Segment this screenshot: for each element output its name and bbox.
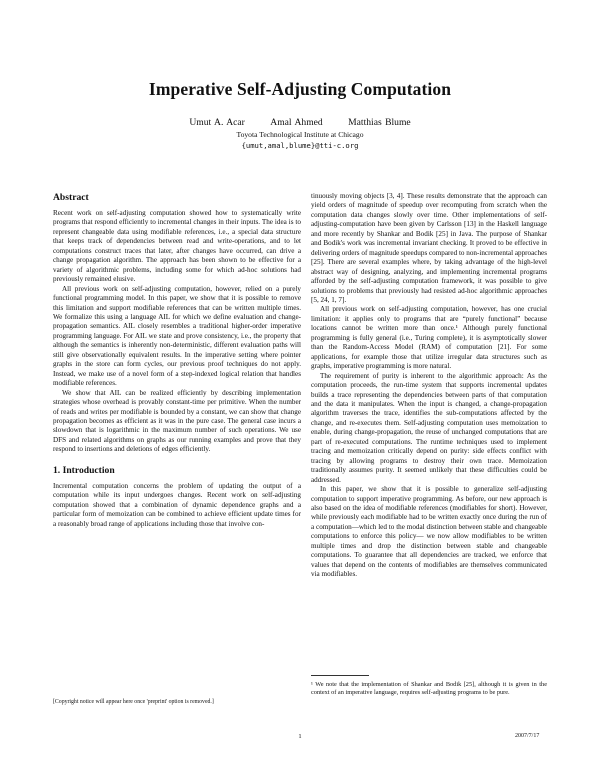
right-paragraph-3: The requirement of purity is inherent to the algorithmic approach: As the computation proceeds, the run-time system that supports incremental updates builds a trace representing the dependencies between parts of that computation and the data it manipulates. When the input is changed, a change-propagation algorithm traverses the trace, identifies the sub-computations affected by the change, and re-executes them. Self-adjusting computation uses memoization to enable, during change-propagation, the reuse of unchanged computations that are part of re-executed computations. The runtime techniques used to implement tracing and memoization critically depend on purity: side effects conflict with tracing by allowing programs to destroy their own trace. Memoization traditionally assumes purity. It seemed unlikely that these difficulties could be addressed. [311, 371, 547, 484]
right-paragraph-2: All previous work on self-adjusting computation, however, has one crucial limitation: it applies only to programs that are “purely functional” because locations cannot be written more than once.¹ Although purely functional programming is fully general (i.e., Turing complete), it is asymptotically slower than the Random-Access Model (RAM) of computation [21]. For some applications, for example those that utilize irregular data structures such as graphs, imperative programming is more natural. [311, 305, 547, 371]
author-acar: Umut A. Acar [189, 117, 245, 128]
paper-title: Imperative Self-Adjusting Computation [148, 79, 452, 99]
author-list [0, 117, 600, 128]
right-paragraph-4: In this paper, we show that it is possible to generalize self-adjusting computation to support imperative programming. As before, our new approach is also based on the idea of modifiable references (modifiables for short). However, while previously each modifiable had to be written exactly once during the run of a computation—which led to the modal distinction between stable and changeable computations to enforce this policy— we now allow modifiables to be written multiple times and drop the distinction between stable and changeable computations. To guarantee that all dependencies are tracked, we enforce that values that depend on the contents of modifiables are themselves communicated via modifiables. [311, 485, 547, 579]
footnote: ¹ We note that the implementation of Shankar and Bodik [25], although it is given in the context of an imperative language, requires self-adjusting programs to be pure. [311, 681, 547, 697]
build-date: 2007/7/17 [515, 733, 540, 739]
right-column [311, 192, 547, 580]
page-number: 1 [298, 733, 302, 740]
author-ahmed: Amal Ahmed [270, 117, 323, 128]
footnote-rule [311, 675, 369, 676]
abstract-paragraph-3: We show that AIL can be realized efficiently by describing implementation strategies whose overhead is provably constant-time per primitive. When the number of reads and writes per modifiable is bounded by a constant, we can show that change propagation becomes as efficient as it was in the pure case. The general case incurs a slowdown that is logarithmic in the maximum number of such operations. We use DFS and related algorithms on graphs as our running examples and prove that they respond to insertions and deletions of edges efficiently. [53, 388, 301, 454]
intro-paragraph-1: Incremental computation concerns the problem of updating the output of a computation while its input undergoes changes. Recent work on self-adjusting computation showed that a combination of dynamic dependence graphs and a particular form of memoization can be combined to achieve efficient update times for a reasonably broad range of applications including those that involve con- [53, 481, 301, 528]
right-paragraph-1: tinuously moving objects [3, 4]. These results demonstrate that the approach can yield orders of magnitude of speedup over recomputing from scratch when the computation data changes slowly over time. Other implementations of self-adjusting-computation have been given by Carlsson [13] in the Haskell language and more recently by Shankar and Bodik [25] in Java. The purpose of Shankar and Bodik's work was incremental invariant checking. It proved to be effective in delivering orders of magnitude speedups compared to non-incremental approaches [25]. There are several examples where, by taking advantage of the high-level abstract way of designing, analyzing, and implementing incremental programs afforded by the self-adjusting computation framework, it was possible to give solutions to problems that previously had resisted ad-hoc algorithmic approaches [5, 24, 1, 7]. [311, 192, 547, 304]
affiliation: Toyota Technological Institute at Chicago [236, 130, 364, 139]
abstract-paragraph-2: All previous work on self-adjusting computation, however, relied on a purely functional programming model. In this paper, we show that it is possible to remove this limitation and support modifiable references that can be written multiple times. We formalize this using a language AIL for which we define evaluation and change-propagation semantics. AIL closely resembles a traditional higher-order imperative programming language. For AIL we state and prove consistency, i.e., the property that although the semantics is inherently non-deterministic, different evaluation paths will still give observationally equivalent results. In the imperative setting where pointer graphs in the store can form cycles, our previous proof techniques do not apply. Instead, we make use of a novel form of a step-indexed logical relation that handles modifiable references. [53, 284, 301, 388]
abstract-paragraph-1: Recent work on self-adjusting computation showed how to systematically write programs that respond efficiently to incremental changes in their inputs. The idea is to represent changeable data using modifiable references, i.e., a special data structure that keeps track of dependencies between read and write-operations, and to let computations construct traces that later, after changes have occurred, can drive a change propagation algorithm. The approach has been shown to be effective for a variety of algorithmic problems, including some for which ad-hoc solutions had previously remained elusive. [53, 209, 301, 284]
abstract-heading: Abstract [53, 192, 89, 203]
author-email: {umut,amal,blume}@tti-c.org [241, 141, 359, 150]
left-column [53, 192, 301, 529]
introduction-heading: 1. Introduction [53, 464, 115, 476]
author-blume: Matthias Blume [348, 117, 411, 128]
copyright-notice: [Copyright notice will appear here once 'preprint' option is removed.] [53, 699, 214, 705]
